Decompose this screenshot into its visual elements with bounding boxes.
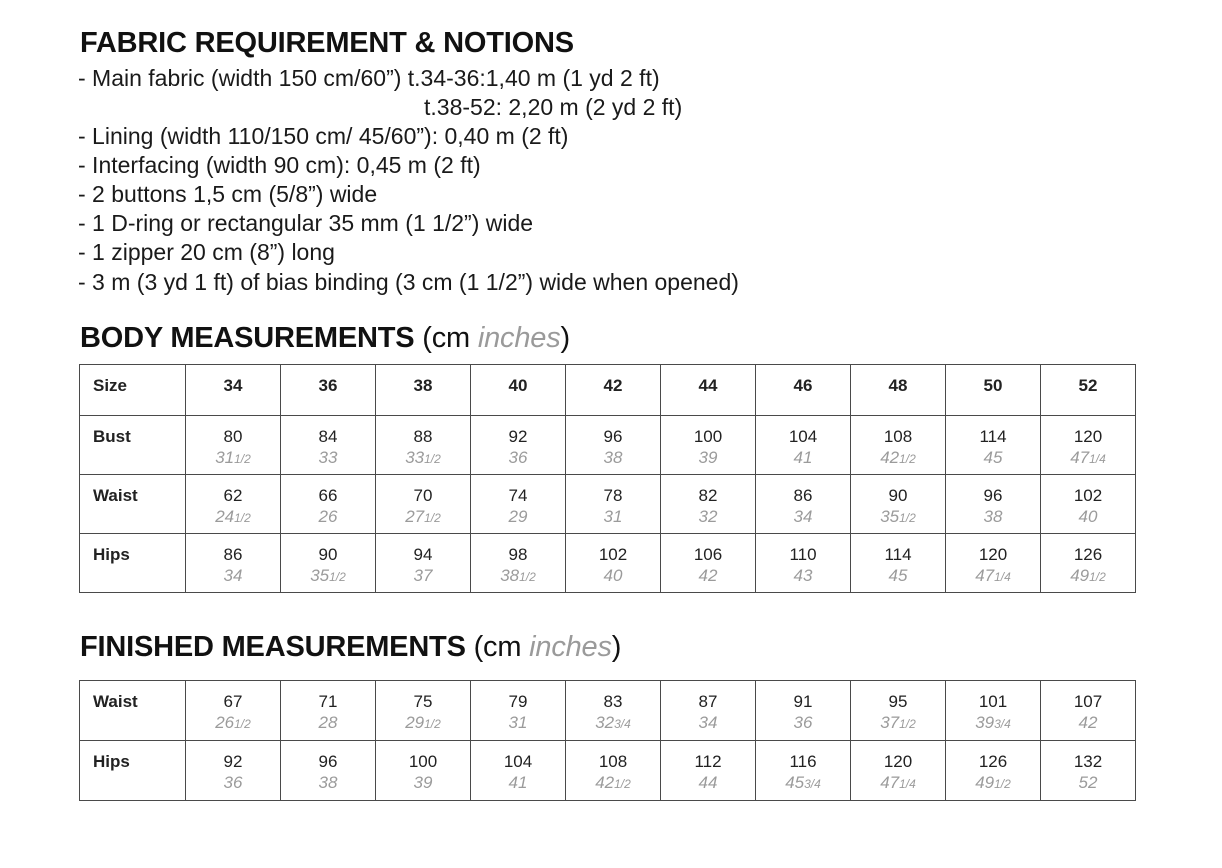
- value-cm: 88: [413, 427, 433, 446]
- measurement-cell: [946, 416, 1041, 475]
- value-inches: 37: [413, 566, 433, 585]
- value-cm: 112: [694, 752, 722, 771]
- measurement-cell: [566, 741, 661, 801]
- value-cm: 104: [788, 427, 818, 446]
- value-inches: 32: [698, 507, 718, 526]
- value-inches: 36: [793, 713, 813, 732]
- value-cm: 83: [603, 692, 623, 711]
- size-header-cell: 44: [661, 365, 756, 416]
- value-cm: 78: [603, 486, 623, 505]
- value-cm: 86: [793, 486, 813, 505]
- value-inches: 421/2: [880, 448, 916, 467]
- measurement-cell: [281, 681, 376, 741]
- value-inches: 34: [223, 566, 243, 585]
- size-header-cell: 48: [851, 365, 946, 416]
- measurement-cell: [1041, 741, 1136, 801]
- value-inches: 38: [318, 773, 338, 792]
- value-cm: 90: [888, 486, 908, 505]
- value-inches: 36: [223, 773, 243, 792]
- value-inches: 34: [793, 507, 813, 526]
- value-cm: 114: [884, 545, 912, 564]
- value-cm: 114: [979, 427, 1007, 446]
- fabric-line-lining: - Lining (width 110/150 cm/ 45/60”): 0,40 m (2 ft): [78, 123, 569, 149]
- value-cm: 90: [318, 545, 338, 564]
- value-cm: 79: [508, 692, 528, 711]
- value-cm: 104: [503, 752, 533, 771]
- table-row-waist: [80, 681, 1136, 741]
- value-inches: 40: [603, 566, 623, 585]
- value-cm: 102: [1073, 486, 1103, 505]
- value-inches: 331/2: [405, 448, 441, 467]
- value-inches: 311/2: [215, 448, 251, 467]
- value-inches: 40: [1078, 507, 1098, 526]
- measurement-cell: [566, 681, 661, 741]
- measurement-cell: [756, 416, 851, 475]
- value-inches: 471/4: [1070, 448, 1106, 467]
- measurement-cell: [376, 475, 471, 534]
- measurement-cell: [186, 741, 281, 801]
- body-heading: [80, 322, 570, 355]
- size-header-cell: 36: [281, 365, 376, 416]
- measurement-cell: [471, 741, 566, 801]
- measurement-cell: [376, 416, 471, 475]
- value-cm: 120: [978, 545, 1008, 564]
- measurement-cell: [566, 534, 661, 593]
- value-cm: 96: [318, 752, 338, 771]
- value-cm: 100: [693, 427, 723, 446]
- value-inches: 491/2: [1070, 566, 1106, 585]
- value-cm: 96: [983, 486, 1003, 505]
- row-label: Hips: [80, 534, 186, 593]
- table-row-hips: [80, 534, 1136, 593]
- value-cm: 92: [508, 427, 528, 446]
- value-cm: 70: [413, 486, 433, 505]
- measurement-cell: [661, 475, 756, 534]
- value-cm: 120: [1073, 427, 1103, 446]
- measurement-cell: [471, 534, 566, 593]
- value-cm: 71: [318, 692, 338, 711]
- size-header-cell: 50: [946, 365, 1041, 416]
- table-row-hips: [80, 741, 1136, 801]
- value-inches: 471/4: [880, 773, 916, 792]
- measurement-cell: [946, 741, 1041, 801]
- body-heading-unit-inches: inches: [477, 322, 561, 354]
- measurement-cell: [186, 681, 281, 741]
- measurement-cell: [471, 416, 566, 475]
- value-inches: 31: [603, 507, 623, 526]
- value-inches: 36: [508, 448, 528, 467]
- value-cm: 95: [888, 692, 908, 711]
- value-inches: 393/4: [975, 713, 1011, 732]
- measurement-cell: [946, 681, 1041, 741]
- measurement-cell: [1041, 475, 1136, 534]
- row-label: Bust: [80, 416, 186, 475]
- measurement-cell: [186, 534, 281, 593]
- fabric-line-interfacing: - Interfacing (width 90 cm): 0,45 m (2 ft): [78, 152, 481, 178]
- value-inches: 26: [318, 507, 338, 526]
- value-cm: 92: [223, 752, 243, 771]
- table-row-bust: [80, 416, 1136, 475]
- value-cm: 80: [223, 427, 243, 446]
- value-cm: 106: [693, 545, 723, 564]
- value-inches: 39: [413, 773, 433, 792]
- measurement-cell: [1041, 416, 1136, 475]
- measurement-cell: [946, 475, 1041, 534]
- value-cm: 100: [408, 752, 438, 771]
- value-cm: 67: [223, 692, 243, 711]
- value-cm: 126: [1073, 545, 1103, 564]
- value-cm: 108: [598, 752, 628, 771]
- finished-heading-close: ): [611, 631, 622, 663]
- value-cm: 108: [883, 427, 913, 446]
- measurement-cell: [851, 475, 946, 534]
- value-inches: 271/2: [405, 507, 441, 526]
- measurement-cell: [186, 416, 281, 475]
- size-header-cell: 34: [186, 365, 281, 416]
- value-inches: 471/4: [975, 566, 1011, 585]
- size-header-cell: 40: [471, 365, 566, 416]
- value-inches: 453/4: [785, 773, 821, 792]
- measurement-cell: [376, 681, 471, 741]
- measurement-cell: [471, 681, 566, 741]
- value-cm: 91: [793, 692, 813, 711]
- value-inches: 45: [983, 448, 1003, 467]
- value-inches: 42: [698, 566, 718, 585]
- body-heading-title: BODY MEASUREMENTS: [80, 322, 415, 354]
- measurement-cell: [376, 741, 471, 801]
- value-cm: 126: [978, 752, 1008, 771]
- value-cm: 132: [1073, 752, 1103, 771]
- value-inches: 31: [508, 713, 528, 732]
- value-inches: 351/2: [880, 507, 916, 526]
- value-cm: 107: [1073, 692, 1103, 711]
- size-header-cell: 38: [376, 365, 471, 416]
- measurement-cell: [661, 534, 756, 593]
- measurement-cell: [1041, 681, 1136, 741]
- value-inches: 38: [603, 448, 623, 467]
- value-inches: 291/2: [405, 713, 441, 732]
- value-inches: 39: [698, 448, 718, 467]
- value-cm: 98: [508, 545, 528, 564]
- value-inches: 41: [793, 448, 813, 467]
- measurement-cell: [1041, 534, 1136, 593]
- body-heading-close: ): [560, 322, 570, 354]
- measurement-cell: [851, 741, 946, 801]
- value-inches: 323/4: [595, 713, 631, 732]
- table-row-size: [80, 365, 1136, 416]
- measurement-cell: [281, 741, 376, 801]
- value-inches: 421/2: [595, 773, 631, 792]
- value-inches: 29: [508, 507, 528, 526]
- body-measurements-table: [79, 364, 1136, 593]
- value-inches: 261/2: [215, 713, 251, 732]
- finished-heading-unit-inches: inches: [529, 631, 612, 663]
- measurement-cell: [851, 416, 946, 475]
- value-inches: 52: [1078, 773, 1098, 792]
- fabric-line-dring: - 1 D-ring or rectangular 35 mm (1 1/2”) wide: [78, 210, 534, 236]
- value-inches: 41: [508, 773, 528, 792]
- measurement-cell: [946, 534, 1041, 593]
- measurement-cell: [851, 681, 946, 741]
- value-cm: 110: [789, 545, 817, 564]
- measurement-cell: [566, 475, 661, 534]
- measurement-cell: [471, 475, 566, 534]
- measurement-cell: [756, 741, 851, 801]
- value-inches: 381/2: [500, 566, 536, 585]
- value-inches: 42: [1078, 713, 1098, 732]
- measurement-cell: [756, 475, 851, 534]
- measurement-cell: [376, 534, 471, 593]
- value-cm: 101: [978, 692, 1008, 711]
- value-cm: 102: [598, 545, 628, 564]
- value-cm: 86: [223, 545, 243, 564]
- measurement-cell: [661, 416, 756, 475]
- body-heading-unit-cm: (cm: [414, 322, 478, 354]
- measurement-cell: [281, 475, 376, 534]
- value-inches: 34: [698, 713, 718, 732]
- value-cm: 66: [318, 486, 338, 505]
- row-label: Waist: [80, 475, 186, 534]
- fabric-line-buttons: - 2 buttons 1,5 cm (5/8”) wide: [78, 181, 378, 207]
- value-inches: 33: [318, 448, 338, 467]
- value-cm: 75: [413, 692, 433, 711]
- measurement-cell: [756, 681, 851, 741]
- value-cm: 82: [698, 486, 718, 505]
- measurement-cell: [661, 741, 756, 801]
- value-inches: 491/2: [975, 773, 1011, 792]
- size-header-cell: 46: [756, 365, 851, 416]
- value-cm: 94: [413, 545, 433, 564]
- size-header-cell: 52: [1041, 365, 1136, 416]
- measurement-cell: [851, 534, 946, 593]
- fabric-line-main: - Main fabric (width 150 cm/60”) t.34-36:1,40 m (1 yd 2 ft): [78, 65, 660, 91]
- value-cm: 96: [603, 427, 623, 446]
- measurement-cell: [756, 534, 851, 593]
- fabric-line-main-large: t.38-52: 2,20 m (2 yd 2 ft): [424, 94, 683, 120]
- value-inches: 44: [698, 773, 718, 792]
- measurement-cell: [186, 475, 281, 534]
- value-inches: 371/2: [880, 713, 916, 732]
- size-header-cell: 42: [566, 365, 661, 416]
- finished-heading: [80, 631, 621, 664]
- value-cm: 120: [883, 752, 913, 771]
- value-inches: 38: [983, 507, 1003, 526]
- value-inches: 43: [793, 566, 813, 585]
- value-cm: 87: [698, 692, 718, 711]
- measurement-cell: [281, 416, 376, 475]
- measurement-cell: [566, 416, 661, 475]
- value-cm: 74: [508, 486, 528, 505]
- value-cm: 84: [318, 427, 338, 446]
- measurement-cell: [281, 534, 376, 593]
- finished-heading-title: FINISHED MEASUREMENTS: [80, 631, 466, 663]
- fabric-line-bias: - 3 m (3 yd 1 ft) of bias binding (3 cm (1 1/2”) wide when opened): [78, 269, 739, 295]
- fabric-line-zipper: - 1 zipper 20 cm (8”) long: [78, 239, 335, 265]
- value-inches: 28: [318, 713, 338, 732]
- row-label: Waist: [80, 681, 186, 741]
- value-cm: 116: [789, 752, 817, 771]
- row-label: Hips: [80, 741, 186, 801]
- finished-heading-unit-cm: (cm: [465, 631, 530, 663]
- measurement-cell: [661, 681, 756, 741]
- finished-measurements-table: [79, 680, 1136, 801]
- value-inches: 45: [888, 566, 908, 585]
- size-label: Size: [80, 365, 186, 416]
- fabric-heading: FABRIC REQUIREMENT & NOTIONS: [80, 27, 574, 59]
- value-inches: 351/2: [310, 566, 346, 585]
- table-row-waist: [80, 475, 1136, 534]
- value-inches: 241/2: [215, 507, 251, 526]
- value-cm: 62: [223, 486, 243, 505]
